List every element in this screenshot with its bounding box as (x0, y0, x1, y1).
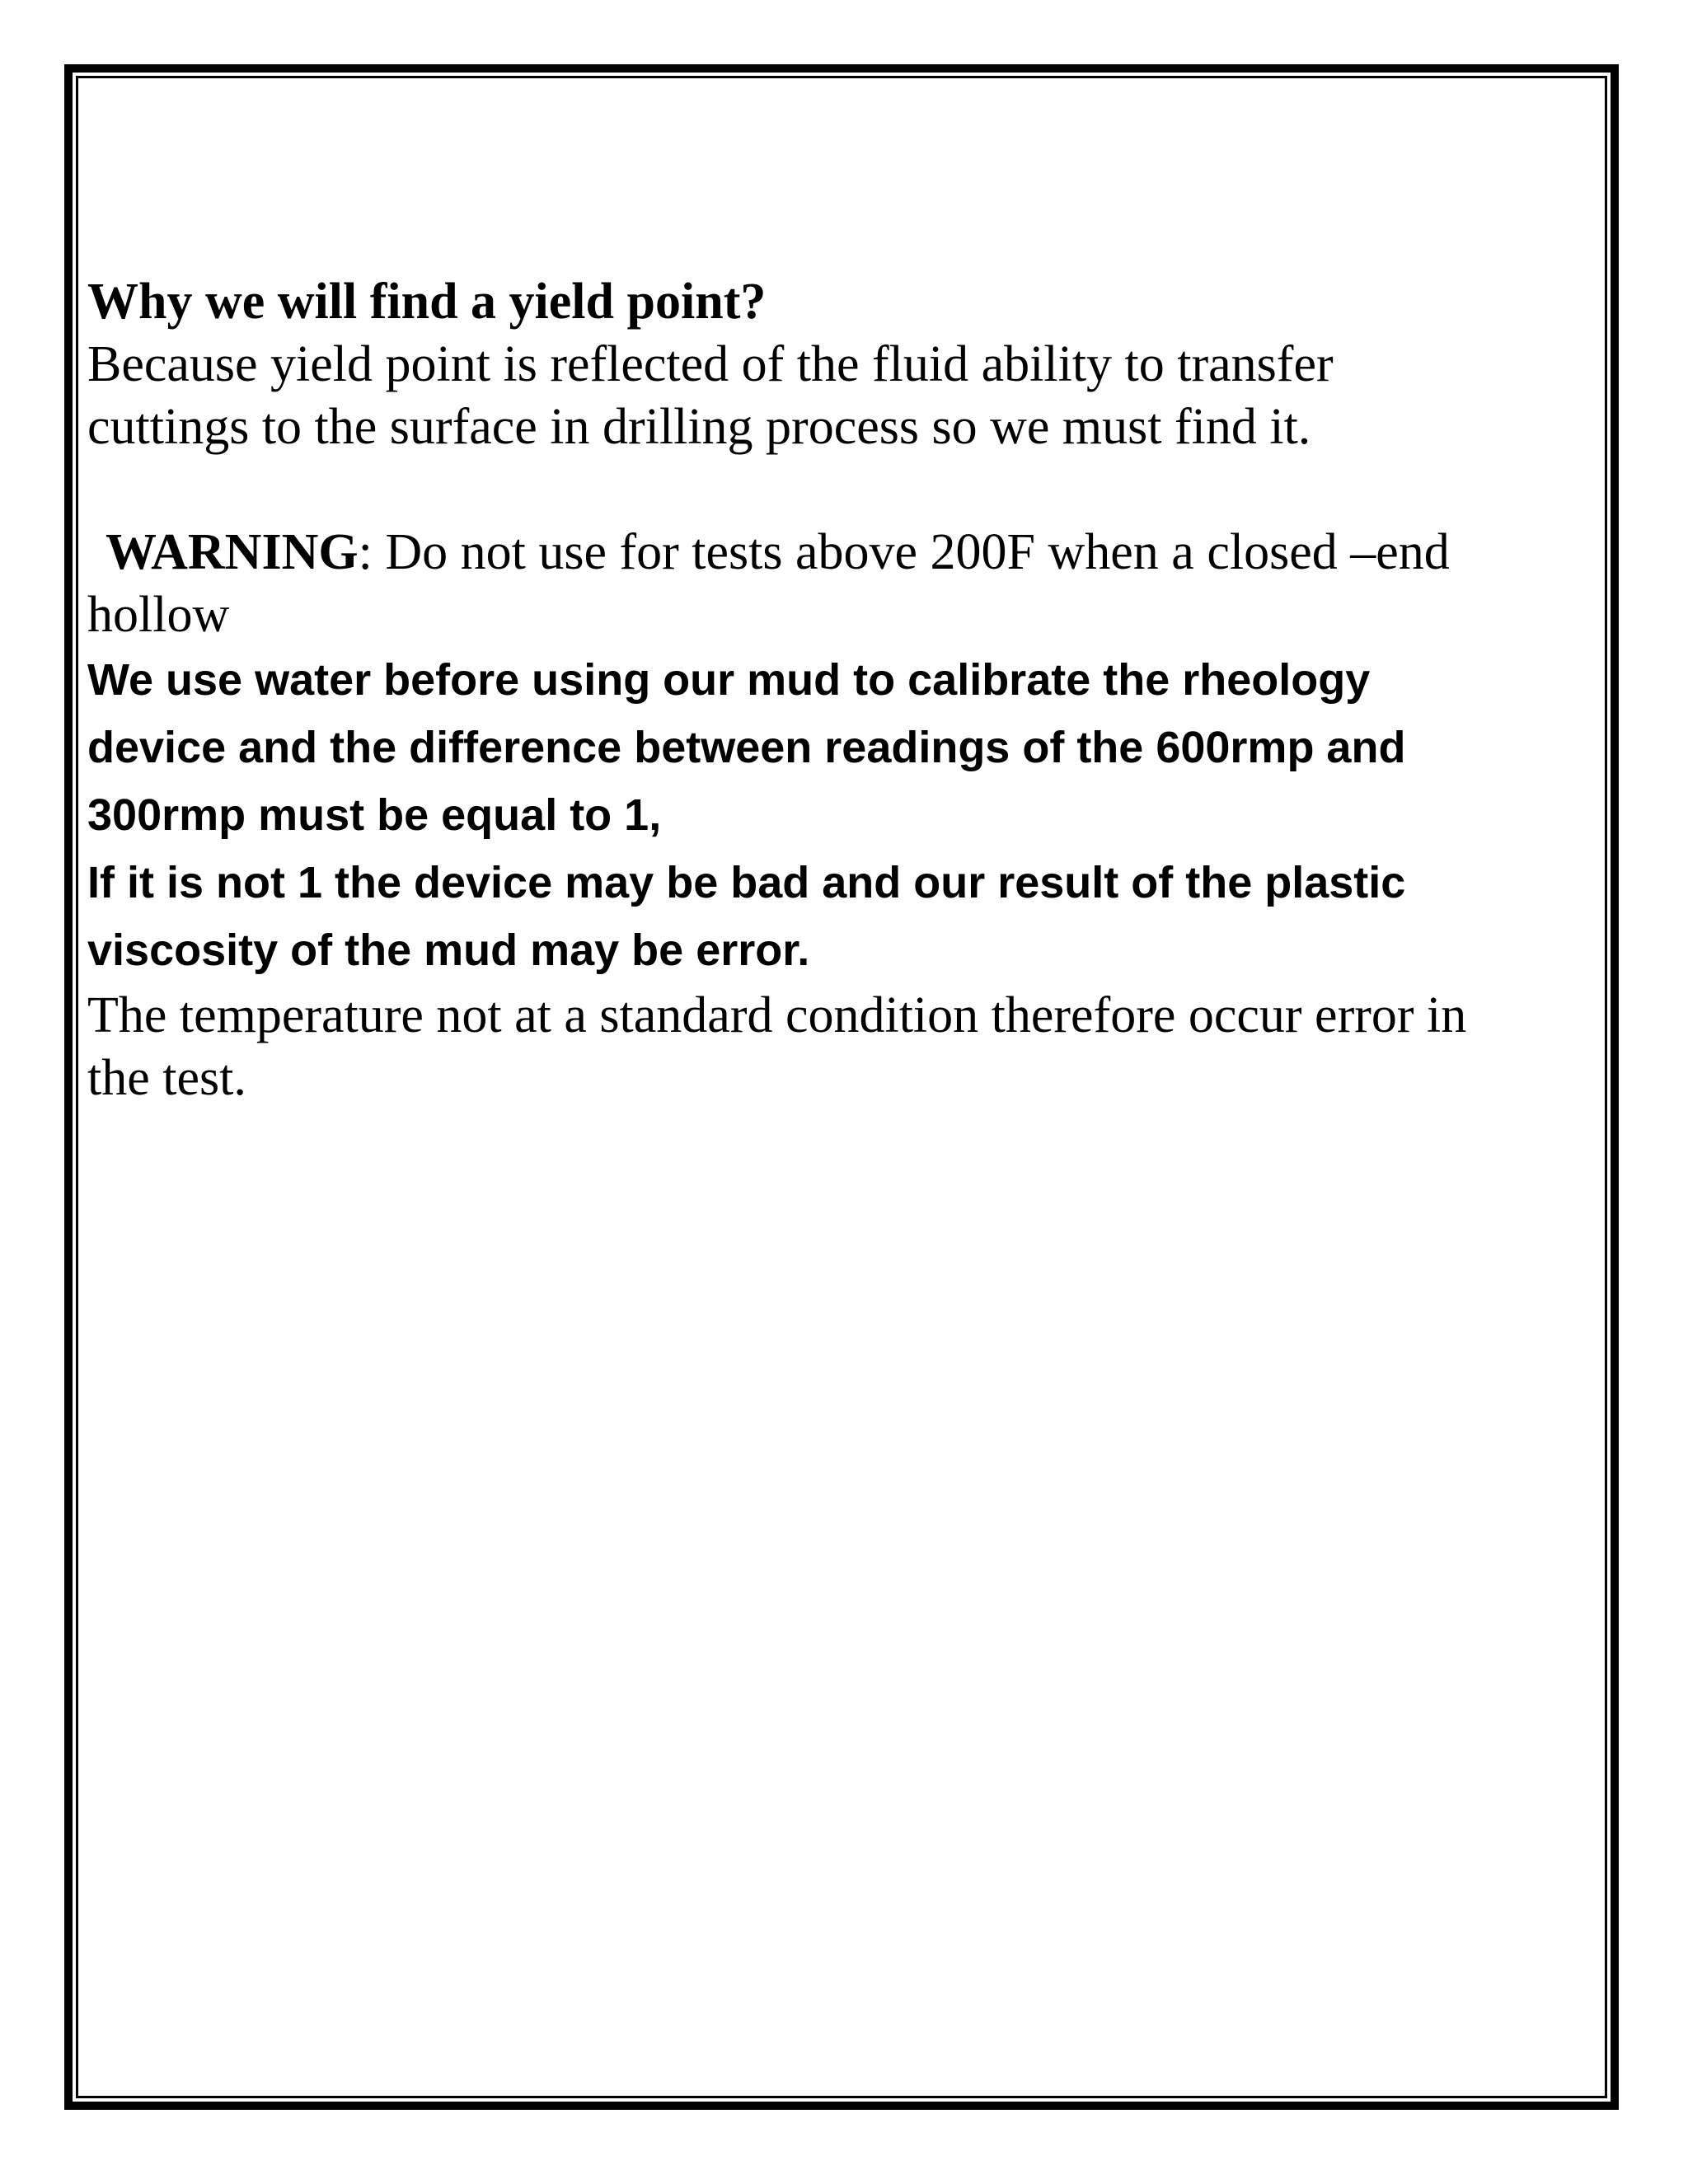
warning-line-2: hollow (87, 587, 230, 643)
calibration-line-3: 300rmp must be equal to 1, (87, 790, 662, 840)
paragraph-gap (87, 458, 1596, 521)
warning-label: WARNING (106, 524, 359, 580)
calibration-line-4: If it is not 1 the device may be bad and our result of the plastic (87, 858, 1406, 907)
section-heading: Why we will find a yield point? (87, 274, 767, 330)
warning-text-1: Do not use for tests above 200F when a closed –end (372, 524, 1450, 580)
warning-separator: : (358, 524, 373, 580)
intro-line-2: cuttings to the surface in drilling process so we must find it. (87, 399, 1311, 455)
intro-line-1: Because yield point is reflected of the fluid ability to transfer (87, 336, 1334, 392)
note-line-2: the test. (87, 1050, 246, 1106)
page-content (87, 270, 1596, 1109)
calibration-line-5: viscosity of the mud may be error. (87, 926, 810, 975)
note-line-1: The temperature not at a standard condition therefore occur error in (87, 987, 1467, 1043)
warning-line-1 (87, 521, 1596, 583)
calibration-line-1: We use water before using our mud to calibrate the rheology (87, 655, 1371, 705)
calibration-line-2: device and the difference between readings of the 600rmp and (87, 723, 1406, 772)
